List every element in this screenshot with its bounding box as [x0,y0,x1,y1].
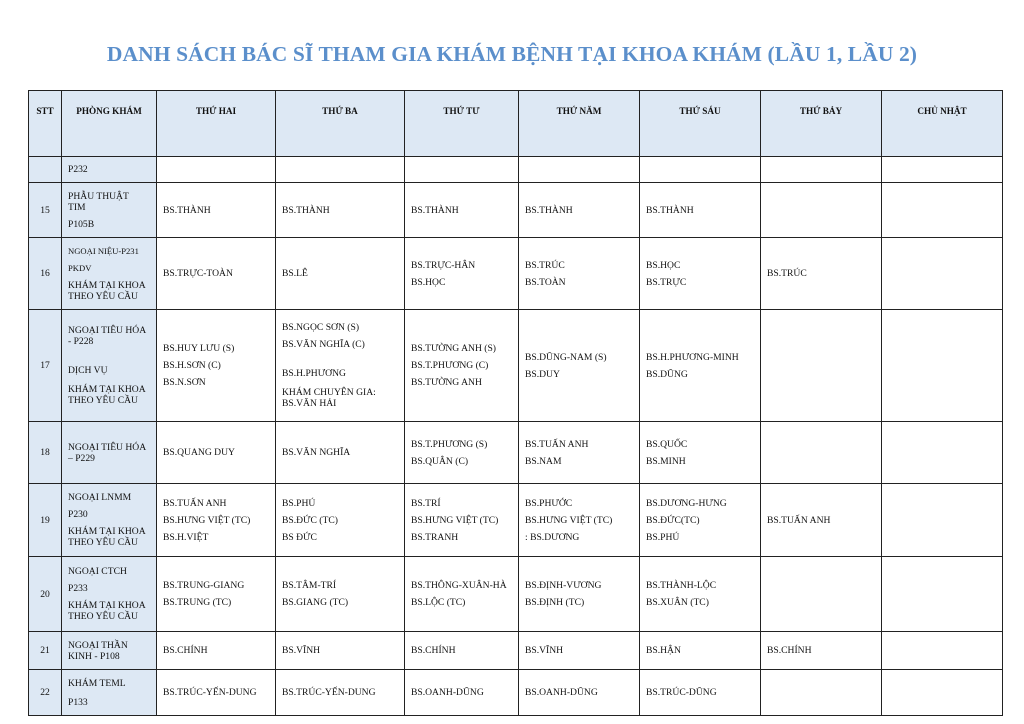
header-monday: THỨ HAI [157,91,276,157]
header-stt: STT [29,91,62,157]
cell-stt: 18 [29,422,62,484]
header-row [29,91,1003,157]
cell-sunday [882,183,1003,238]
table-row [29,422,1003,484]
cell-tuesday: BS.VĨNH [276,632,405,670]
cell-stt: 21 [29,632,62,670]
cell-room: NGOẠI CTCH P233 KHÁM TẠI KHOA THEO YÊU CẦU [62,557,157,632]
cell-stt [29,157,62,183]
cell-monday: BS.TRỰC-TOÀN [157,238,276,310]
cell-tuesday: BS.TRÚC-YẾN-DUNG [276,670,405,716]
doctor-schedule-table [28,90,1003,716]
cell-tuesday: BS.PHÚ BS.ĐỨC (TC) BS ĐỨC [276,484,405,557]
header-sunday: CHỦ NHẬT [882,91,1003,157]
cell-wednesday: BS.THÀNH [405,183,519,238]
cell-stt: 16 [29,238,62,310]
cell-room: PHẪU THUẬT TIM P105B [62,183,157,238]
cell-stt: 15 [29,183,62,238]
cell-stt: 22 [29,670,62,716]
cell-friday: BS.QUỐC BS.MINH [640,422,761,484]
cell-saturday [761,157,882,183]
cell-room: P232 [62,157,157,183]
cell-sunday [882,484,1003,557]
cell-thursday [519,157,640,183]
cell-monday: BS.TUẤN ANH BS.HƯNG VIỆT (TC) BS.H.VIỆT [157,484,276,557]
cell-thursday: BS.OANH-DŨNG [519,670,640,716]
cell-room: NGOẠI THẦN KINH - P108 [62,632,157,670]
cell-thursday: BS.THÀNH [519,183,640,238]
cell-sunday [882,310,1003,422]
cell-room: KHÁM TEML P133 [62,670,157,716]
cell-saturday: BS.TUẤN ANH [761,484,882,557]
cell-saturday [761,422,882,484]
header-tuesday: THỨ BA [276,91,405,157]
cell-sunday [882,238,1003,310]
cell-saturday: BS.TRÚC [761,238,882,310]
header-saturday: THỨ BẢY [761,91,882,157]
cell-friday: BS.THÀNH-LỘC BS.XUÂN (TC) [640,557,761,632]
cell-thursday: BS.TRÚC BS.TOÀN [519,238,640,310]
cell-monday: BS.TRUNG-GIANG BS.TRUNG (TC) [157,557,276,632]
cell-wednesday: BS.THÔNG-XUÂN-HÀ BS.LỘC (TC) [405,557,519,632]
cell-friday: BS.H.PHƯƠNG-MINH BS.DŨNG [640,310,761,422]
cell-tuesday: BS.LÊ [276,238,405,310]
cell-tuesday [276,157,405,183]
cell-tuesday: BS.VĂN NGHĨA [276,422,405,484]
table-row [29,632,1003,670]
cell-monday: BS.CHÍNH [157,632,276,670]
table-row [29,238,1003,310]
table-row [29,670,1003,716]
cell-wednesday: BS.T.PHƯƠNG (S) BS.QUÂN (C) [405,422,519,484]
cell-monday: BS.HUY LƯU (S) BS.H.SƠN (C) BS.N.SƠN [157,310,276,422]
cell-room: NGOẠI TIÊU HÓA - P228 DỊCH VỤ KHÁM TẠI KHOA THEO YÊU CẦU [62,310,157,422]
cell-thursday: BS.ĐỊNH-VƯƠNG BS.ĐỊNH (TC) [519,557,640,632]
cell-room: NGOẠI NIỆU-P231 PKDV KHÁM TẠI KHOA THEO YÊU CẦU [62,238,157,310]
cell-room: NGOẠI LNMM P230 KHÁM TẠI KHOA THEO YÊU CẦU [62,484,157,557]
cell-friday: BS.THÀNH [640,183,761,238]
cell-wednesday [405,157,519,183]
cell-saturday: BS.CHÍNH [761,632,882,670]
cell-wednesday: BS.TRỰC-HÂN BS.HỌC [405,238,519,310]
cell-tuesday: BS.TÂM-TRÍ BS.GIANG (TC) [276,557,405,632]
cell-sunday [882,422,1003,484]
cell-monday [157,157,276,183]
cell-monday: BS.THÀNH [157,183,276,238]
cell-wednesday: BS.OANH-DŨNG [405,670,519,716]
cell-sunday [882,632,1003,670]
cell-room: NGOẠI TIÊU HÓA – P229 [62,422,157,484]
cell-thursday: BS.TUẤN ANH BS.NAM [519,422,640,484]
cell-stt: 20 [29,557,62,632]
page-title: DANH SÁCH BÁC SĨ THAM GIA KHÁM BỆNH TẠI KHOA KHÁM (LẦU 1, LẦU 2) [106,42,918,66]
cell-friday: BS.DƯƠNG-HƯNG BS.ĐỨC(TC) BS.PHÚ [640,484,761,557]
cell-monday: BS.TRÚC-YẾN-DUNG [157,670,276,716]
header-wednesday: THỨ TƯ [405,91,519,157]
table-row [29,183,1003,238]
cell-tuesday: BS.NGỌC SƠN (S) BS.VĂN NGHĨA (C) BS.H.PHƯƠNG KHÁM CHUYÊN GIA: BS.VĂN HẢI [276,310,405,422]
cell-stt: 17 [29,310,62,422]
header-room: PHÒNG KHÁM [62,91,157,157]
cell-saturday [761,183,882,238]
cell-sunday [882,670,1003,716]
cell-stt: 19 [29,484,62,557]
cell-saturday [761,670,882,716]
cell-sunday [882,157,1003,183]
cell-friday [640,157,761,183]
table-row [29,310,1003,422]
table-row [29,557,1003,632]
cell-friday: BS.HẬN [640,632,761,670]
cell-wednesday: BS.TRÍ BS.HƯNG VIỆT (TC) BS.TRANH [405,484,519,557]
cell-saturday [761,557,882,632]
cell-thursday: BS.DŨNG-NAM (S) BS.DUY [519,310,640,422]
cell-friday: BS.HỌC BS.TRỰC [640,238,761,310]
cell-saturday [761,310,882,422]
cell-wednesday: BS.CHÍNH [405,632,519,670]
header-thursday: THỨ NĂM [519,91,640,157]
table-row [29,484,1003,557]
cell-wednesday: BS.TƯỜNG ANH (S) BS.T.PHƯƠNG (C) BS.TƯỜNG ANH [405,310,519,422]
cell-thursday: BS.VĨNH [519,632,640,670]
header-friday: THỨ SÁU [640,91,761,157]
cell-tuesday: BS.THÀNH [276,183,405,238]
cell-sunday [882,557,1003,632]
cell-monday: BS.QUANG DUY [157,422,276,484]
cell-thursday: BS.PHƯỚC BS.HƯNG VIỆT (TC) : BS.DƯƠNG [519,484,640,557]
cell-friday: BS.TRÚC-DŨNG [640,670,761,716]
table-row [29,157,1003,183]
